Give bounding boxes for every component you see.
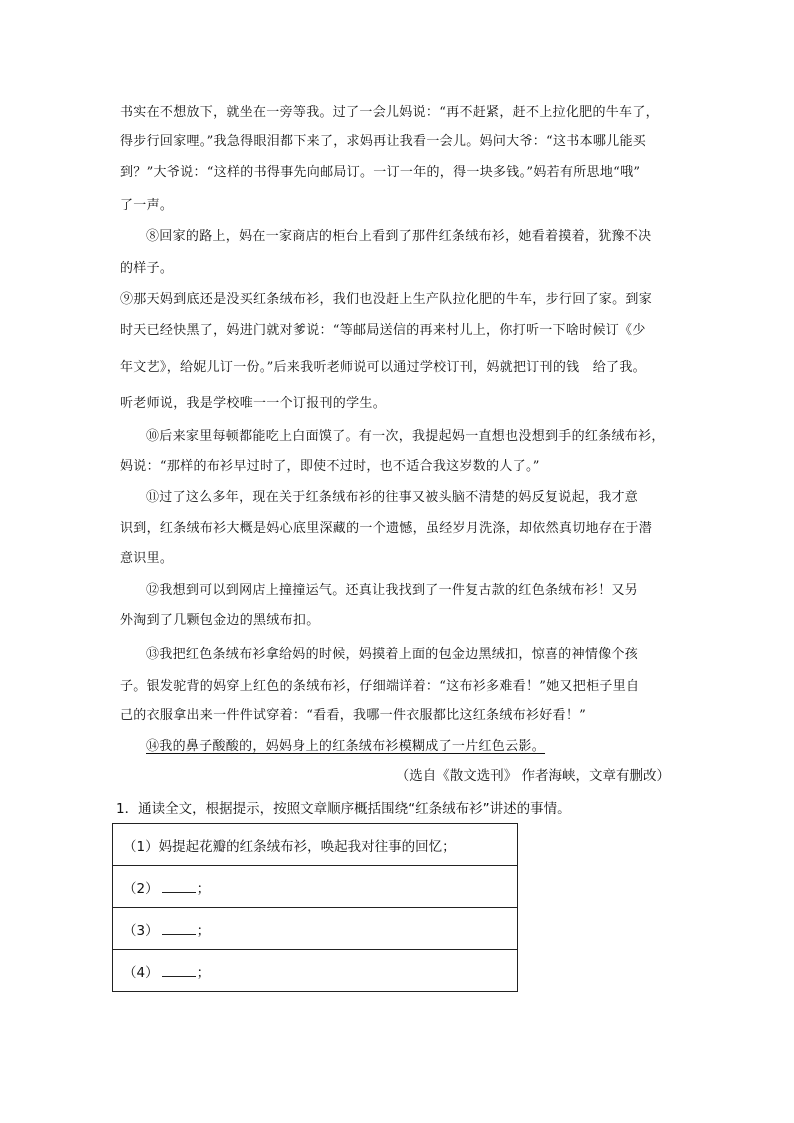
passage-line: 意识里。 bbox=[120, 551, 174, 566]
answer-cell-4[interactable] bbox=[113, 950, 518, 992]
answer-label: （4） bbox=[123, 964, 159, 981]
answer-label: （3） bbox=[123, 922, 159, 939]
paragraph-9: ⑨那天妈到底还是没买红条绒布衫，我们也没赶上生产队拉化肥的牛车，步行回了家。到家 bbox=[120, 292, 653, 307]
question-text: 通读全文，根据提示，按照文章顺序概括围绕“红条绒布衫”讲述的事情。 bbox=[138, 801, 571, 817]
passage-line: 识到，红条绒布衫大概是妈心底里深藏的一个遗憾，虽经岁月洗涤，却依然真切地存在于潜 bbox=[120, 521, 653, 536]
passage-line: 年文艺》，给妮儿订一份。”后来我听老师说可以通过学校订刊，妈就把订刊的钱 给了我。 bbox=[120, 360, 646, 375]
answer-label: （1）妈提起花瓣的红条绒布衫，唤起我对往事的回忆； bbox=[123, 838, 456, 855]
paragraph-8: ⑧回家的路上，妈在一家商店的柜台上看到了那件红条绒布衫，她看着摸着，犹豫不决 bbox=[146, 229, 652, 244]
answer-blank[interactable] bbox=[162, 920, 196, 935]
paragraph-11: ⑪过了这么多年，现在关于红条绒布衫的往事又被头脑不清楚的妈反复说起，我才意 bbox=[146, 490, 639, 505]
answer-cell-3[interactable] bbox=[113, 908, 518, 950]
passage-line: 了一声。 bbox=[120, 198, 174, 213]
underlined-sentence: ⑭我的鼻子酸酸的，妈妈身上的红条绒布衫模糊成了一片红色云影。 bbox=[146, 739, 546, 754]
answer-row bbox=[113, 908, 518, 950]
answer-suffix: ； bbox=[196, 922, 211, 939]
passage-line: 得步行回家哩。”我急得眼泪都下来了，求妈再让我看一会儿。妈问大爷：“这书本哪儿能买 bbox=[120, 134, 647, 149]
source-citation: （选自《散文选刊》 作者海峡，文章有删改） bbox=[395, 768, 670, 784]
paragraph-10: ⑩后来家里每顿都能吃上白面馍了。有一次，我提起妈一直想也没想到手的红条绒布衫， bbox=[146, 429, 665, 444]
answer-suffix: ； bbox=[196, 964, 211, 981]
question-1 bbox=[116, 800, 571, 818]
answer-cell-1 bbox=[113, 824, 518, 866]
answer-suffix: ； bbox=[196, 880, 211, 897]
paragraph-14 bbox=[146, 738, 706, 756]
answer-row bbox=[113, 866, 518, 908]
paragraph-12: ⑫我想到可以到网店上撞撞运气。还真让我找到了一件复古款的红色条绒布衫！又另 bbox=[146, 583, 639, 598]
passage-line: 书实在不想放下，就坐在一旁等我。过了一会儿妈说：“再不赶紧，赶不上拉化肥的牛车了， bbox=[120, 105, 659, 120]
passage-line: 外淘到了几颗包金边的黑绒布扣。 bbox=[120, 613, 320, 628]
passage-line: 己的衣服拿出来一件件试穿着：“看看，我哪一件衣服都比这红条绒布衫好看！” bbox=[120, 708, 587, 723]
paragraph-13: ⑬我把红色条绒布衫拿给妈的时候，妈摸着上面的包金边黑绒扣，惊喜的神情像个孩 bbox=[146, 647, 639, 662]
passage-line: 时天已经快黑了，妈进门就对爹说：“等邮局送信的再来村儿上，你打听一下啥时候订《少 bbox=[120, 323, 646, 338]
answer-row bbox=[113, 950, 518, 992]
passage-line: 子。银发驼背的妈穿上红色的条绒布衫，仔细端详着：“这布衫多难看！”她又把柜子里自 bbox=[120, 679, 640, 694]
passage-line: 听老师说，我是学校唯一一个订报刊的学生。 bbox=[120, 396, 387, 411]
passage-line: 到？”大爷说：“这样的书得事先向邮局订。一订一年的，得一块多钱。”妈若有所思地“哦” bbox=[120, 165, 641, 180]
answer-cell-2[interactable] bbox=[113, 866, 518, 908]
question-number: 1． bbox=[116, 801, 139, 817]
passage-line: 的样子。 bbox=[120, 261, 174, 276]
answer-row bbox=[113, 824, 518, 866]
answer-table bbox=[112, 823, 518, 992]
answer-blank[interactable] bbox=[162, 962, 196, 977]
answer-label: （2） bbox=[123, 880, 159, 897]
passage-line: 妈说：“那样的布衫早过时了，即使不过时，也不适合我这岁数的人了。” bbox=[120, 459, 540, 474]
answer-blank[interactable] bbox=[162, 878, 196, 893]
